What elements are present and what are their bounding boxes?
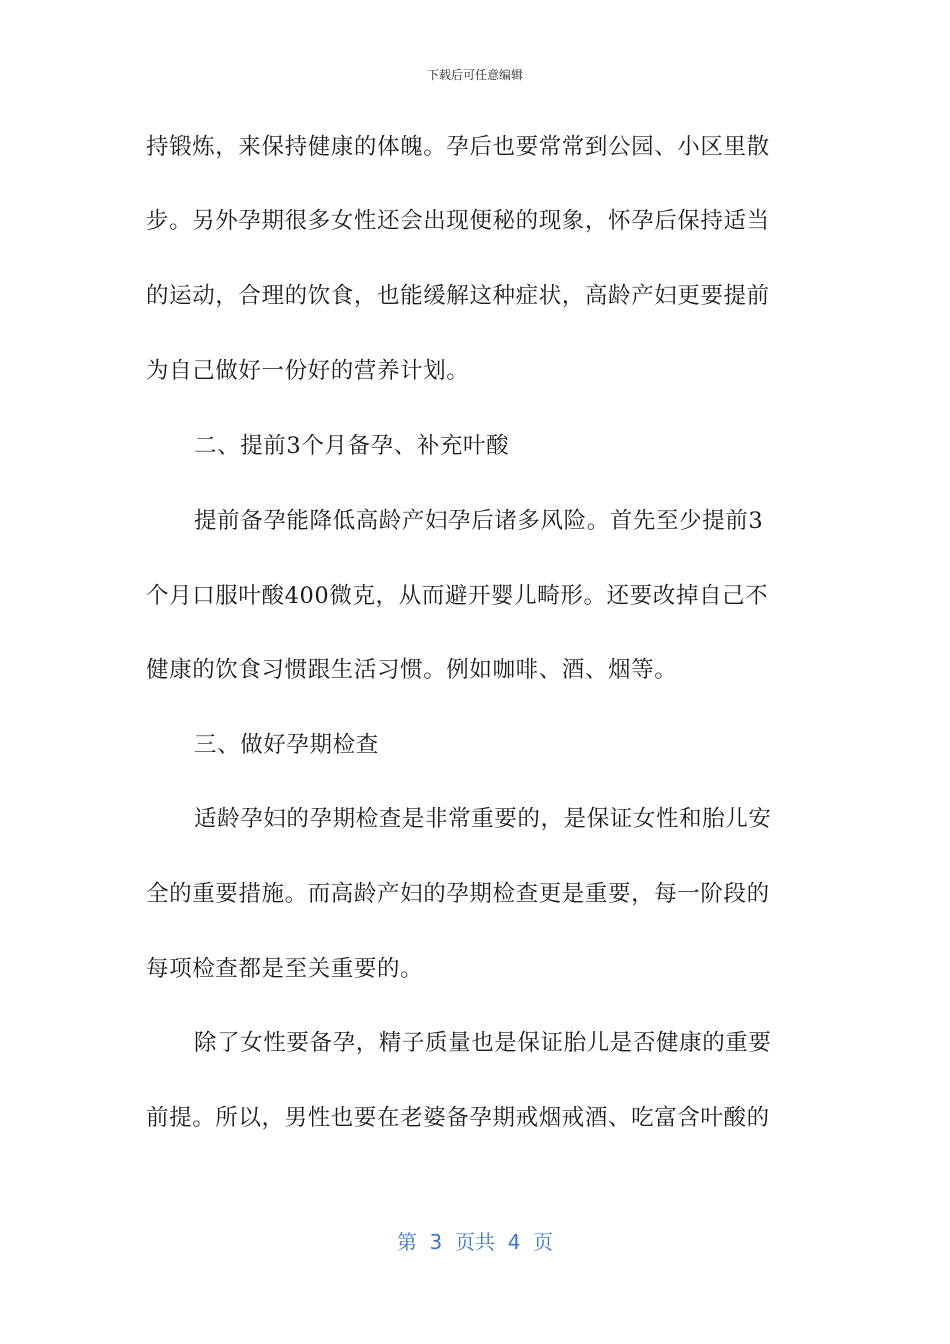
section-heading: 三、做好孕期检查 — [194, 732, 379, 758]
paragraph-line: 每项检查都是至关重要的。 — [146, 956, 424, 982]
paragraph-line: 的运动，合理的饮食，也能缓解这种症状，高龄产妇更要提前 — [146, 283, 770, 309]
paragraph-line: 提前备孕能降低高龄产妇孕后诸多风险。首先至少提前3 — [194, 508, 764, 534]
paragraph-line: 持锻炼，来保持健康的体魄。孕后也要常常到公园、小区里散 — [146, 134, 770, 160]
paragraph-line: 除了女性要备孕，精子质量也是保证胎儿是否健康的重要 — [194, 1030, 772, 1056]
page-number-footer: 第 3 页共 4 页 — [396, 1230, 554, 1254]
section-heading: 二、提前3个月备孕、补充叶酸 — [194, 433, 510, 459]
paragraph-line: 全的重要措施。而高龄产妇的孕期检查更是重要，每一阶段的 — [146, 881, 770, 907]
paragraph-line: 为自己做好一份好的营养计划。 — [146, 358, 470, 384]
paragraph-line: 适龄孕妇的孕期检查是非常重要的，是保证女性和胎儿安 — [194, 806, 772, 832]
paragraph-line: 健康的饮食习惯跟生活习惯。例如咖啡、酒、烟等。 — [146, 657, 678, 683]
paragraph-line: 个月口服叶酸400微克，从而避开婴儿畸形。还要改掉自己不 — [146, 583, 769, 609]
paragraph-line: 步。另外孕期很多女性还会出现便秘的现象，怀孕后保持适当 — [146, 208, 770, 234]
paragraph-line: 前提。所以，男性也要在老婆备孕期戒烟戒酒、吃富含叶酸的 — [146, 1105, 770, 1131]
page-header: 下载后可任意编辑 — [426, 68, 523, 82]
